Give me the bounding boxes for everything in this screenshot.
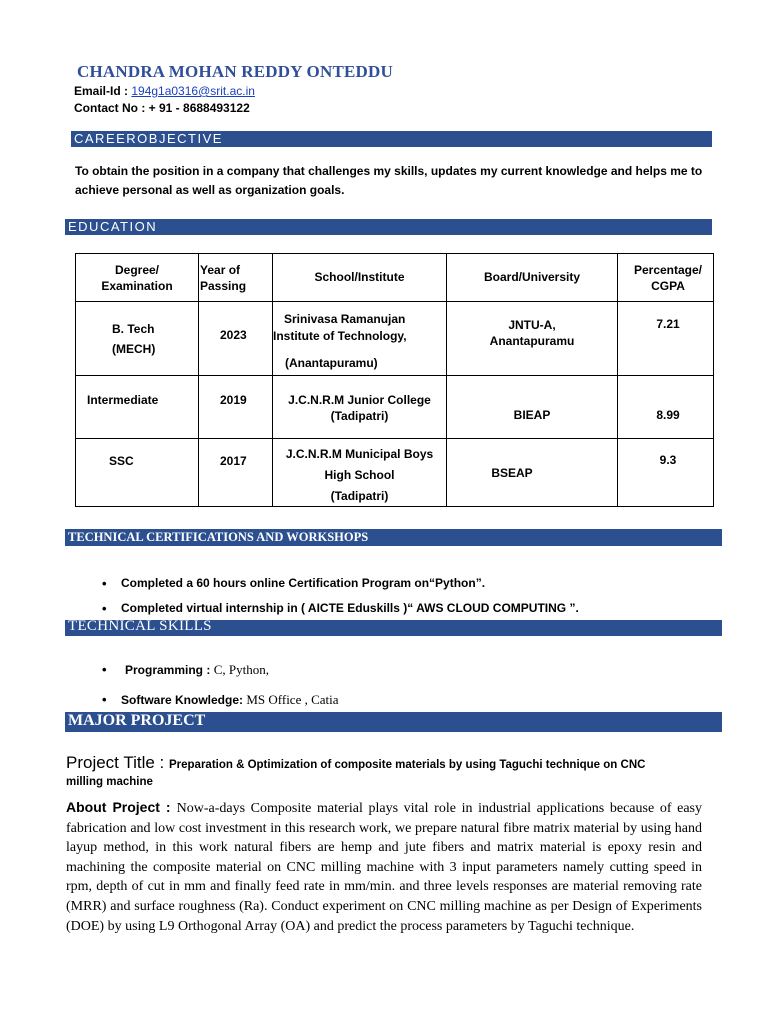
career-objective-line: To obtain the position in a company that challenges my skills, updates my current knowledge and helps me to bbox=[75, 164, 703, 178]
project-heading: MAJOR PROJECT bbox=[68, 712, 206, 729]
board-cell: JNTU-A, bbox=[508, 318, 556, 332]
school-cell: (Tadipatri) bbox=[330, 489, 389, 503]
school-cell: (Anantapuramu) bbox=[285, 356, 378, 370]
school-cell: Srinivasa Ramanujan bbox=[284, 312, 406, 326]
certifications-list bbox=[102, 571, 579, 621]
about-text: Now-a-days Composite material plays vital role in industrial applications because of easy fabrication and low cost investment in this research work, we prepare natural fibre matrix material by using hand layup method, in this work natural fibers are hemp and jute fibers and matrix material is epoxy resin and machining the composite material on CNC milling machine with 3 input parameters namely cutting speed in rpm, depth of cut in mm and finally feed rate in mm/min. and three levels responses are material removing rate (MRR) and surface roughness (Ra). Conduct experiment on CNC milling machine as per Design of Experiments (DOE) by using L9 Orthogonal Array (OA) and predict the process parameters by Taguchi technique. bbox=[66, 801, 702, 934]
candidate-name: CHANDRA MOHAN REDDY ONTEDDU bbox=[77, 62, 393, 81]
skills-list bbox=[102, 655, 339, 715]
school-cell: J.C.N.R.M Junior College bbox=[288, 393, 431, 407]
skill-label: Programming : bbox=[125, 663, 214, 677]
score-cell: 8.99 bbox=[656, 408, 680, 422]
school-cell: Institute of Technology, bbox=[273, 329, 407, 343]
board-cell: BSEAP bbox=[491, 466, 533, 480]
career-objective-line: achieve personal as well as organization goals. bbox=[75, 183, 345, 197]
degree-cell: SSC bbox=[109, 454, 134, 468]
column-header: Examination bbox=[101, 279, 173, 293]
email-label: Email-Id : bbox=[74, 84, 132, 98]
board-cell: BIEAP bbox=[513, 408, 551, 422]
career-objective-text bbox=[75, 162, 702, 200]
degree-cell: B. Tech bbox=[112, 322, 155, 336]
education-table bbox=[75, 253, 714, 507]
career-objective-bar bbox=[71, 131, 712, 147]
board-cell: Anantapuramu bbox=[489, 334, 575, 348]
project-bar bbox=[65, 712, 722, 732]
year-cell: 2017 bbox=[220, 454, 247, 468]
about-label: About Project : bbox=[66, 799, 177, 815]
score-cell: 9.3 bbox=[659, 453, 677, 467]
project-title-text: Preparation & Optimization of composite materials by using Taguchi technique on CNC bbox=[168, 759, 646, 771]
table-row bbox=[76, 302, 714, 376]
certifications-heading: TECHNICAL CERTIFICATIONS AND WORKSHOPS bbox=[68, 530, 369, 544]
certifications-bar bbox=[65, 529, 722, 546]
education-heading: EDUCATION bbox=[68, 219, 158, 234]
degree-cell: Intermediate bbox=[87, 393, 159, 407]
column-header: Passing bbox=[200, 279, 247, 293]
email-link[interactable]: 194g1a0316@srit.ac.in bbox=[131, 84, 255, 98]
degree-cell: (MECH) bbox=[112, 342, 156, 356]
education-bar bbox=[65, 219, 712, 235]
project-title-label: Project Title : bbox=[66, 753, 169, 772]
column-header: Year of bbox=[200, 263, 241, 277]
list-item bbox=[102, 655, 339, 685]
school-cell: J.C.N.R.M Municipal Boys bbox=[285, 447, 434, 461]
table-header-row bbox=[76, 254, 714, 302]
table-row bbox=[76, 439, 714, 507]
year-cell: 2023 bbox=[220, 328, 247, 342]
list-item bbox=[102, 685, 339, 715]
column-header: School/Institute bbox=[314, 270, 405, 284]
skill-value: MS Office , Catia bbox=[246, 692, 339, 707]
school-cell: High School bbox=[324, 468, 395, 482]
project-title-text: milling machine bbox=[66, 776, 153, 788]
table-row bbox=[76, 376, 714, 439]
skill-value: C, Python, bbox=[213, 662, 269, 677]
skills-bar bbox=[65, 620, 722, 636]
school-cell: (Tadipatri) bbox=[330, 409, 389, 423]
column-header: Percentage/ bbox=[633, 263, 703, 277]
column-header: Board/University bbox=[483, 270, 581, 284]
skill-label: Software Knowledge: bbox=[121, 693, 247, 707]
list-item: • Completed virtual internship in ( AICTE Eduskills )“ AWS CLOUD COMPUTING ”. bbox=[102, 596, 579, 621]
column-header: CGPA bbox=[651, 279, 685, 293]
project-title bbox=[66, 753, 706, 789]
contact-line: Contact No : + 91 - 8688493122 bbox=[74, 101, 250, 115]
year-cell: 2019 bbox=[220, 393, 247, 407]
about-project bbox=[66, 798, 702, 936]
career-objective-heading: CAREEROBJECTIVE bbox=[74, 131, 223, 146]
skills-heading: TECHNICAL SKILLS bbox=[68, 618, 212, 634]
column-header: Degree/ bbox=[114, 263, 160, 277]
email-line bbox=[74, 84, 255, 98]
list-item: • Completed a 60 hours online Certification Program on“Python”. bbox=[102, 571, 579, 596]
score-cell: 7.21 bbox=[656, 317, 680, 331]
